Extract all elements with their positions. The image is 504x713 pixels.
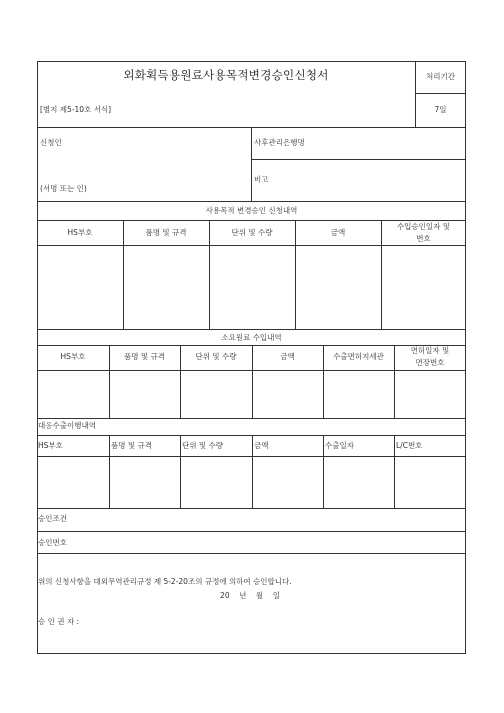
usage-col-approval-number: 번호 (416, 234, 431, 243)
bank-label: 사후관리은행명 (254, 138, 305, 147)
usage-section-top-line (37, 201, 466, 202)
materials-col-amount: 금액 (280, 352, 295, 361)
header-divider (415, 61, 416, 127)
approval-conditions-label: 승인조건 (38, 514, 67, 523)
usage-header-bottom-line (37, 245, 466, 246)
export-col-line-4 (323, 435, 324, 508)
materials-col-unit-qty: 단위 및 수량 (195, 352, 237, 361)
period-divider (415, 93, 466, 94)
usage-col-item-spec: 품명 및 규격 (145, 228, 187, 237)
materials-col-export-customs: 수출면허지세관 (333, 352, 384, 361)
usage-col-unit-qty: 단위 및 수량 (231, 228, 273, 237)
usage-col-approval-date: 수입승인일자 및 (396, 222, 451, 231)
signature-label: (서명 또는 인) (40, 184, 87, 193)
materials-col-license-date: 면허일자 및 (410, 346, 450, 355)
applicant-divider (251, 127, 252, 201)
conditions-top-line (37, 508, 466, 509)
materials-col-license-number: 면장번호 (415, 358, 445, 367)
form-number: [별지 제5-10호 서식] (40, 105, 112, 114)
export-col-line-2 (180, 435, 181, 508)
approval-number-label: 승인번호 (38, 538, 67, 547)
processing-period-value: 7일 (434, 105, 447, 114)
export-col-export-date: 수출일자 (325, 441, 354, 450)
frame-bottom-line (37, 653, 466, 654)
export-col-line-5 (394, 435, 395, 508)
frame-top-line (37, 61, 466, 62)
statement-top-line (37, 553, 466, 554)
export-col-line-3 (252, 435, 253, 508)
export-col-amount: 금액 (254, 441, 269, 450)
export-section-top-line (37, 418, 466, 419)
approval-statement: 위의 신청사항을 대외무역관리규정 제 5-2-20조의 규정에 의하여 승인합니다. (38, 577, 292, 586)
usage-section-title: 사용목적 변경승인 신청내역 (205, 206, 298, 215)
approval-number-top-line (37, 531, 466, 532)
form-title: 외화획득용원료사용목적변경승인신청서 (123, 68, 329, 82)
materials-section-title: 소요원료 수입내역 (221, 333, 282, 342)
remarks-label: 비고 (254, 175, 269, 184)
export-col-line-1 (109, 435, 110, 508)
export-col-hs-code: HS부호 (38, 441, 63, 450)
export-col-unit-qty: 단위 및 수량 (182, 441, 223, 450)
usage-col-amount: 금액 (330, 228, 346, 237)
processing-period-label: 처리기간 (426, 72, 455, 81)
export-col-item-spec: 품명 및 규격 (111, 441, 152, 450)
materials-section-top-line (37, 329, 466, 330)
applicant-label: 신청인 (40, 138, 62, 147)
bank-bottom-line (251, 159, 466, 160)
materials-col-item-spec: 품명 및 규격 (124, 352, 165, 361)
approver-label: 승 인 권 자 : (38, 617, 80, 626)
export-section-title: 대응수출이행내역 (38, 421, 96, 430)
usage-col-hs-code: HS부호 (67, 228, 93, 237)
materials-col-hs-code: HS부호 (60, 352, 86, 361)
approval-date-line: 20 년 월 일 (220, 591, 280, 600)
export-col-lc-number: L/C번호 (396, 441, 423, 450)
usage-header-top-line (37, 220, 466, 221)
